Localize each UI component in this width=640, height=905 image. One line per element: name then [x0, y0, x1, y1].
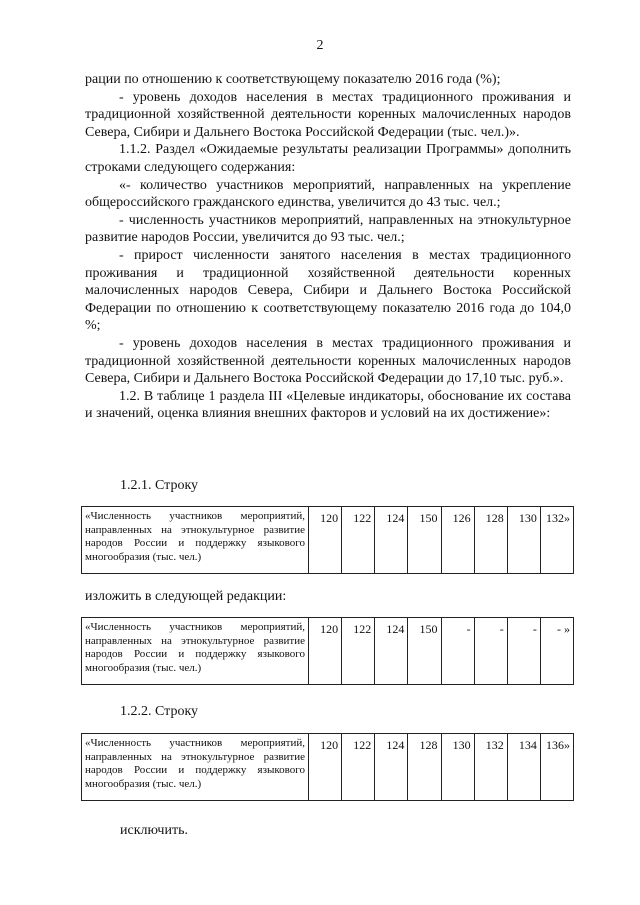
replace-instruction: изложить в следующей редакции: [85, 589, 287, 604]
table-cell-value: 134 [507, 734, 540, 801]
indicator-table-removed [81, 733, 574, 801]
table-cell-value: 122 [342, 734, 375, 801]
table-cell-value: 130 [441, 734, 474, 801]
table-cell-label: «Численность участников мероприятий, направленных на этнокультурное развитие народов России и поддержку языкового многообразия (тыс. чел.) [82, 734, 309, 801]
table-cell-value: 120 [309, 618, 342, 685]
indicator-table-original [81, 506, 574, 574]
table-cell-value: 126 [441, 507, 474, 574]
table-cell-value: 120 [309, 734, 342, 801]
table-cell-label: «Численность участников мероприятий, направленных на этнокультурное развитие народов России и поддержку языкового многообразия (тыс. чел.) [82, 507, 309, 574]
table-cell-value: 120 [309, 507, 342, 574]
table-cell-value: 132» [540, 507, 573, 574]
table-cell-value: 124 [375, 734, 408, 801]
table-row [82, 618, 574, 685]
table-cell-value: 150 [408, 507, 441, 574]
table-row [82, 507, 574, 574]
body-text [85, 71, 571, 423]
table-cell-value: - » [540, 618, 573, 685]
paragraph: - уровень доходов населения в местах традиционного проживания и традиционной хозяйственной деятельности коренных малочисленных народов Севера, Сибири и Дальнего Востока Российской Федерации до 17,10 тыс. руб.». [85, 335, 571, 387]
page-number: 2 [316, 38, 324, 53]
paragraph: - уровень доходов населения в местах традиционного проживания и традиционной хозяйственной деятельности коренных малочисленных народов Севера, Сибири и Дальнего Востока Российской Федерации (тыс. чел.)». [85, 89, 571, 140]
exclude-instruction: исключить. [120, 823, 188, 838]
table-cell-value: 136» [540, 734, 573, 801]
table-cell-value: 132 [474, 734, 507, 801]
table-cell-value: 122 [342, 507, 375, 574]
paragraph: рации по отношению к соответствующему показателю 2016 года (%); [85, 72, 501, 87]
table-cell-value: 124 [375, 507, 408, 574]
table-cell-label: «Численность участников мероприятий, направленных на этнокультурное развитие народов России и поддержку языкового многообразия (тыс. чел.) [82, 618, 309, 685]
paragraph: «- количество участников мероприятий, направленных на укрепление общероссийского гражданского единства, увеличится до 43 тыс. чел.; [85, 177, 571, 211]
table-cell-value: - [441, 618, 474, 685]
table-cell-value: 124 [375, 618, 408, 685]
table-row [82, 734, 574, 801]
section-heading-1-2-1: 1.2.1. Строку [120, 478, 199, 493]
table-cell-value: - [507, 618, 540, 685]
table-cell-value: 130 [507, 507, 540, 574]
table-cell-value: 128 [408, 734, 441, 801]
indicator-table-new [81, 617, 574, 685]
table-cell-value: - [474, 618, 507, 685]
table-cell-value: 128 [474, 507, 507, 574]
paragraph: 1.2. В таблице 1 раздела III «Целевые индикаторы, обоснование их состава и значений, оценка влияния внешних факторов и условий на их достижение»: [85, 388, 571, 422]
paragraph: - прирост численности занятого населения в местах традиционного проживания и традиционной хозяйственной деятельности коренных малочисленных народов Севера, Сибири и Дальнего Востока Российской Федерации по отношению к соответствующему показателю 2016 года до 104,0 %; [85, 247, 571, 334]
table-cell-value: 122 [342, 618, 375, 685]
paragraph: 1.1.2. Раздел «Ожидаемые результаты реализации Программы» дополнить строками следующего содержания: [85, 142, 571, 175]
section-heading-1-2-2: 1.2.2. Строку [120, 704, 199, 719]
table-cell-value: 150 [408, 618, 441, 685]
paragraph: - численность участников мероприятий, направленных на этнокультурное развитие народов России, увеличится до 93 тыс. чел.; [85, 212, 571, 246]
